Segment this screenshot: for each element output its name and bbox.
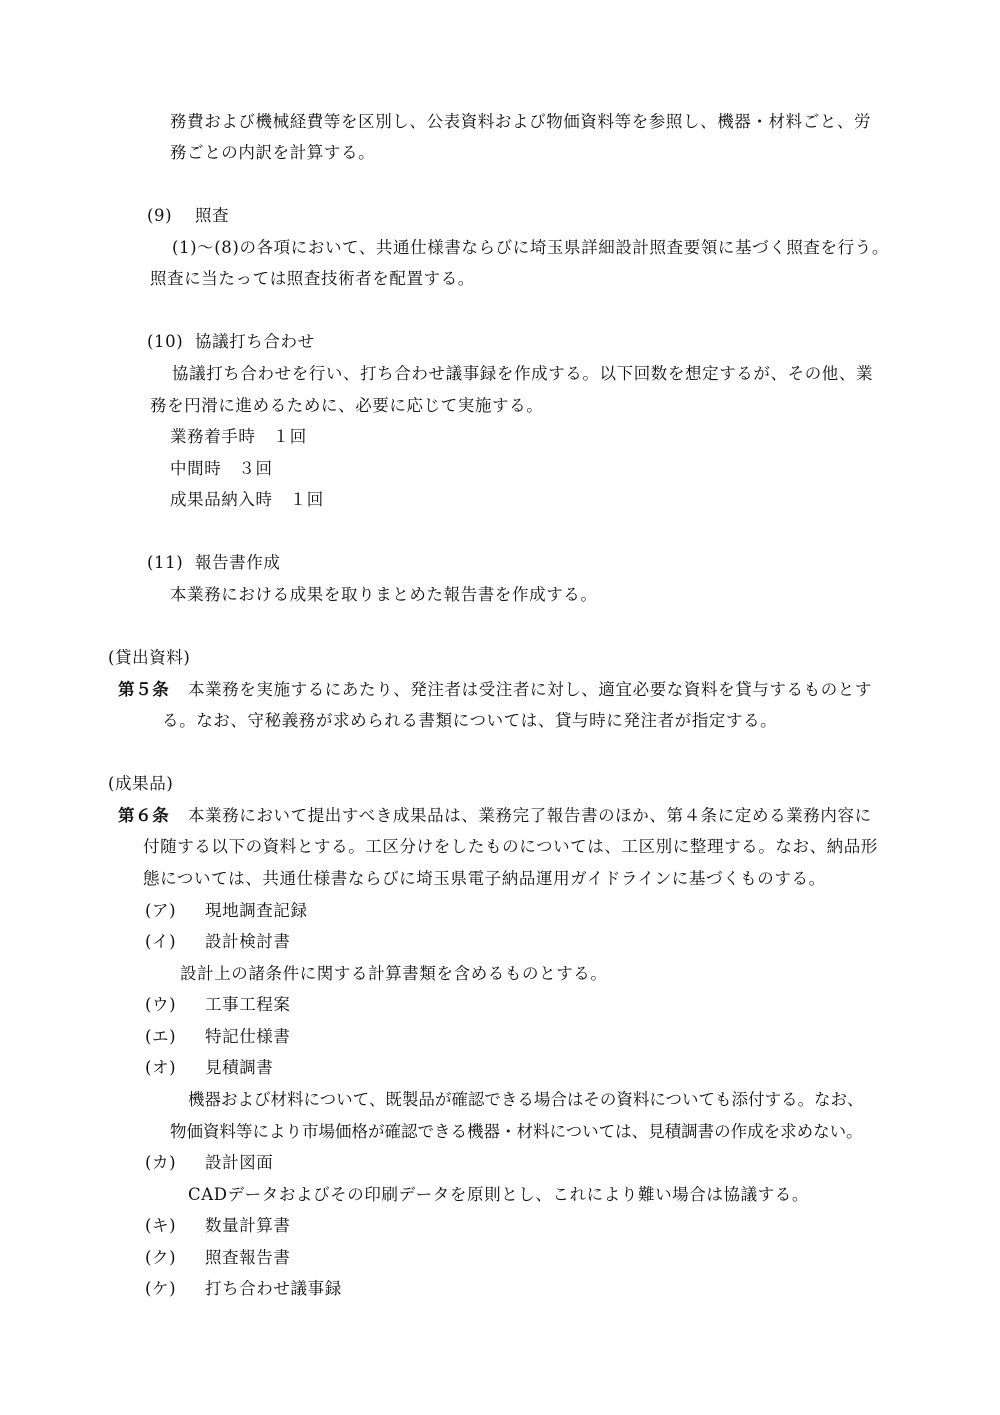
item-mark: (エ) bbox=[145, 1027, 177, 1046]
deliverable-item: 設計検討書 bbox=[205, 932, 291, 951]
item-mark: (オ) bbox=[145, 1058, 177, 1077]
section-title: 照査 bbox=[195, 206, 230, 225]
body-line: 付随する以下の資料とする。工区分けをしたものについては、工区別に整理する。なお、納品形 bbox=[143, 837, 878, 856]
item-mark: (イ) bbox=[145, 932, 177, 951]
article-heading: (成果品) bbox=[108, 774, 174, 793]
body-line: 態については、共通仕様書ならびに埼玉県電子納品運用ガイドラインに基づくものする。 bbox=[143, 869, 826, 888]
deliverable-item: 見積調書 bbox=[205, 1058, 274, 1077]
body-line: (1)～(8)の各項において、共通仕様書ならびに埼玉県詳細設計照査要領に基づく照査を行う。 bbox=[172, 238, 889, 257]
item-note: CADデータおよびその印刷データを原則とし、これにより難い場合は協議する。 bbox=[188, 1185, 809, 1204]
body-line: 務ごとの内訳を計算する。 bbox=[170, 143, 376, 162]
section-number: (11) bbox=[147, 553, 184, 572]
article-heading: (貸出資料) bbox=[108, 648, 191, 667]
deliverable-item: 打ち合わせ議事録 bbox=[205, 1279, 342, 1298]
deliverable-item: 設計図面 bbox=[205, 1153, 274, 1172]
deliverable-item: 照査報告書 bbox=[205, 1248, 291, 1267]
section-number: (9) bbox=[147, 206, 173, 225]
meeting-count: 成果品納入時 １回 bbox=[170, 490, 324, 509]
deliverable-item: 特記仕様書 bbox=[205, 1027, 291, 1046]
item-mark: (ア) bbox=[145, 901, 177, 920]
body-line: 務を円滑に進めるために、必要に応じて実施する。 bbox=[150, 396, 544, 415]
item-note: 機器および材料について、既製品が確認できる場合はその資料についても添付する。なお、 bbox=[188, 1090, 864, 1109]
body-line: る。なお、守秘義務が求められる書類については、貸与時に発注者が指定する。 bbox=[162, 711, 778, 730]
meeting-count: 中間時 ３回 bbox=[170, 459, 273, 478]
article-label: 第５条 bbox=[118, 680, 170, 699]
body-line: 照査に当たっては照査技術者を配置する。 bbox=[150, 269, 475, 288]
item-note: 物価資料等により市場価格が確認できる機器・材料については、見積調書の作成を求めない。 bbox=[170, 1122, 863, 1141]
section-title: 報告書作成 bbox=[195, 553, 281, 572]
deliverable-item: 数量計算書 bbox=[205, 1216, 291, 1235]
item-mark: (ク) bbox=[145, 1248, 177, 1267]
item-mark: (キ) bbox=[145, 1216, 177, 1235]
item-mark: (ケ) bbox=[145, 1279, 177, 1298]
deliverable-item: 工事工程案 bbox=[205, 995, 291, 1014]
body-line: 本業務において提出すべき成果品は、業務完了報告書のほか、第４条に定める業務内容に bbox=[188, 806, 872, 825]
deliverable-item: 現地調査記録 bbox=[205, 901, 308, 920]
body-line: 本業務における成果を取りまとめた報告書を作成する。 bbox=[170, 585, 598, 604]
section-title: 協議打ち合わせ bbox=[195, 332, 315, 351]
meeting-count: 業務着手時 １回 bbox=[170, 427, 307, 446]
item-mark: (ウ) bbox=[145, 995, 177, 1014]
item-mark: (カ) bbox=[145, 1153, 177, 1172]
article-label: 第６条 bbox=[118, 806, 170, 825]
body-line: 本業務を実施するにあたり、発注者は受注者に対し、適宜必要な資料を貸与するものとす bbox=[188, 680, 872, 699]
item-note: 設計上の諸条件に関する計算書類を含めるものとする。 bbox=[180, 964, 608, 983]
section-number: (10) bbox=[147, 332, 184, 351]
body-line: 協議打ち合わせを行い、打ち合わせ議事録を作成する。以下回数を想定するが、その他、業 bbox=[172, 364, 874, 383]
body-line: 務費および機械経費等を区別し、公表資料および物価資料等を参照し、機器・材料ごと、労 bbox=[170, 112, 872, 131]
